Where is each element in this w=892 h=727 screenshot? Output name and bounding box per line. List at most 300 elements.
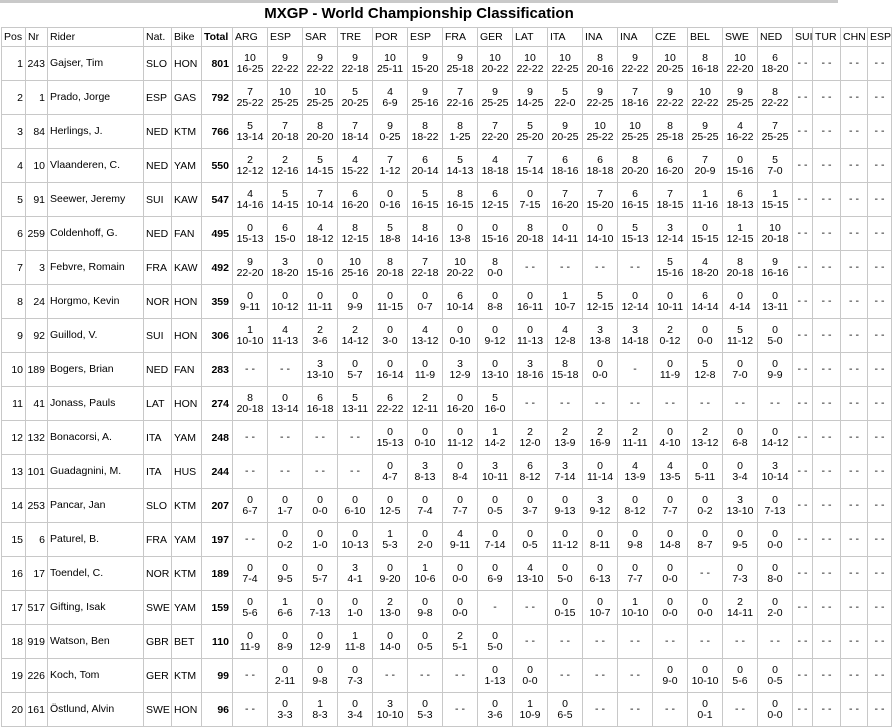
heat-scores: - - <box>595 397 605 409</box>
cell-race-result <box>233 81 268 115</box>
cell-race-result <box>841 591 868 625</box>
race-points: 0 <box>772 561 778 574</box>
race-points: 0 <box>457 493 463 506</box>
heat-scores: - - <box>797 57 808 69</box>
heat-scores: - - <box>849 397 859 409</box>
race-points: 3 <box>772 459 778 472</box>
heat-scores: 0-0 <box>662 572 678 585</box>
cell-race-result <box>688 217 723 251</box>
race-points: 1 <box>632 595 638 608</box>
heat-scores: - - <box>849 159 859 171</box>
cell-race-result <box>868 591 892 625</box>
cell-race-result <box>408 319 443 353</box>
race-points: 7 <box>247 85 253 98</box>
race-points: 4 <box>667 459 673 472</box>
race-points: 9 <box>772 255 778 268</box>
heat-scores: - - <box>874 363 885 375</box>
cell-race-result <box>548 523 583 557</box>
heat-scores: 0-1 <box>697 708 713 721</box>
cell-race-result <box>548 557 583 591</box>
cell-pos: 4 <box>2 149 26 183</box>
race-points: 0 <box>737 663 743 676</box>
cell-race-result <box>793 319 813 353</box>
race-points: 0 <box>667 357 673 370</box>
heat-scores: 5-0 <box>557 572 573 585</box>
cell-rider: Horgmo, Kevin <box>48 285 144 319</box>
cell-total: 96 <box>202 693 233 727</box>
heat-scores: 2-0 <box>767 606 783 619</box>
cell-race-result <box>793 353 813 387</box>
race-points: 2 <box>247 153 253 166</box>
cell-race-result <box>813 455 841 489</box>
cell-race-result <box>868 149 892 183</box>
cell-race-result <box>233 149 268 183</box>
heat-scores: - - <box>821 91 832 103</box>
cell-race-result <box>841 353 868 387</box>
heat-scores: 7-7 <box>627 572 643 585</box>
heat-scores: - - <box>849 227 859 239</box>
cell-race-result <box>583 285 618 319</box>
cell-race-result <box>303 251 338 285</box>
cell-race-result <box>793 149 813 183</box>
cell-race-result <box>758 47 793 81</box>
cell-race-result <box>303 523 338 557</box>
race-points: 6 <box>352 187 358 200</box>
cell-race-result <box>233 319 268 353</box>
heat-scores: - - <box>245 431 255 443</box>
heat-scores: - - <box>874 465 885 477</box>
cell-race-result <box>758 659 793 693</box>
col-header-race: ESP <box>408 28 443 47</box>
race-points: 7 <box>352 119 358 132</box>
cell-race-result <box>841 421 868 455</box>
cell-pos: 10 <box>2 353 26 387</box>
cell-number: 243 <box>26 47 48 81</box>
col-header-race: SUI <box>793 28 813 47</box>
race-points: 8 <box>632 153 638 166</box>
heat-scores: - - <box>797 431 808 443</box>
race-points: 0 <box>317 663 323 676</box>
heat-scores: 15-13 <box>376 436 404 449</box>
cell-race-result <box>338 421 373 455</box>
cell-rider: Watson, Ben <box>48 625 144 659</box>
cell-race-result <box>618 625 653 659</box>
cell-race-result <box>443 319 478 353</box>
cell-race-result <box>868 217 892 251</box>
heat-scores: 16-20 <box>341 198 369 211</box>
col-header-race: TRE <box>338 28 373 47</box>
cell-race-result <box>583 659 618 693</box>
cell-race-result <box>723 183 758 217</box>
race-points: 10 <box>664 51 676 64</box>
cell-race-result <box>618 47 653 81</box>
heat-scores: - - <box>385 669 395 681</box>
heat-scores: 18-20 <box>271 266 299 279</box>
table-row <box>2 47 892 81</box>
heat-scores: - - <box>525 261 535 273</box>
race-points: 0 <box>282 663 288 676</box>
cell-race-result <box>653 421 688 455</box>
col-header-race: ITA <box>548 28 583 47</box>
race-points: 0 <box>282 527 288 540</box>
cell-race-result <box>303 387 338 421</box>
cell-rider: Prado, Jorge <box>48 81 144 115</box>
cell-race-result <box>793 523 813 557</box>
heat-scores: 9-9 <box>347 300 363 313</box>
race-points: 7 <box>562 187 568 200</box>
cell-race-result <box>233 251 268 285</box>
cell-race-result <box>723 251 758 285</box>
cell-race-result <box>268 149 303 183</box>
cell-race-result <box>338 455 373 489</box>
cell-pos: 19 <box>2 659 26 693</box>
cell-number: 1 <box>26 81 48 115</box>
race-points: 5 <box>352 85 358 98</box>
cell-race-result <box>583 693 618 727</box>
heat-scores: - - <box>630 635 640 647</box>
cell-race-result <box>841 387 868 421</box>
cell-nation: FRA <box>144 251 172 285</box>
cell-race-result <box>408 285 443 319</box>
cell-race-result <box>338 387 373 421</box>
col-header-nr: Nr <box>26 28 48 47</box>
heat-scores: - - <box>874 227 885 239</box>
heat-scores: - - <box>821 465 832 477</box>
cell-race-result <box>688 149 723 183</box>
race-points: 0 <box>702 663 708 676</box>
cell-race-result <box>841 625 868 659</box>
race-points: 2 <box>457 629 463 642</box>
heat-scores: 22-22 <box>306 62 334 75</box>
cell-race-result <box>408 625 443 659</box>
cell-total: 99 <box>202 659 233 693</box>
cell-race-result <box>653 251 688 285</box>
cell-race-result <box>688 319 723 353</box>
cell-race-result <box>618 489 653 523</box>
heat-scores: - - <box>849 567 859 579</box>
race-points: 0 <box>737 425 743 438</box>
heat-scores: 10-7 <box>589 606 611 619</box>
heat-scores: - - <box>797 669 808 681</box>
cell-race-result <box>233 523 268 557</box>
race-points: 0 <box>492 629 498 642</box>
cell-race-result <box>813 217 841 251</box>
cell-race-result <box>513 625 548 659</box>
heat-scores: 4-14 <box>729 300 751 313</box>
heat-scores: 15-14 <box>516 164 544 177</box>
heat-scores: 20-22 <box>446 266 474 279</box>
cell-race-result <box>841 251 868 285</box>
cell-number: 84 <box>26 115 48 149</box>
cell-race-result <box>868 183 892 217</box>
cell-race-result <box>443 285 478 319</box>
race-points: 0 <box>702 595 708 608</box>
heat-scores: 0-10 <box>414 436 436 449</box>
heat-scores: - - <box>821 431 832 443</box>
cell-race-result <box>758 115 793 149</box>
race-points: 8 <box>422 221 428 234</box>
cell-nation: ITA <box>144 421 172 455</box>
heat-scores: 14-16 <box>236 198 264 211</box>
cell-race-result <box>653 319 688 353</box>
cell-race-result <box>338 523 373 557</box>
heat-scores: - - <box>735 703 745 715</box>
race-points: 9 <box>737 85 743 98</box>
heat-scores: 8-8 <box>487 300 503 313</box>
cell-total: 207 <box>202 489 233 523</box>
cell-race-result <box>841 115 868 149</box>
cell-race-result <box>868 421 892 455</box>
table-row <box>2 353 892 387</box>
heat-scores: - - <box>821 669 832 681</box>
cell-race-result <box>793 251 813 285</box>
race-points: 0 <box>247 221 253 234</box>
cell-race-result <box>513 591 548 625</box>
race-points: 8 <box>562 357 568 370</box>
cell-race-result <box>688 387 723 421</box>
race-points: 0 <box>492 493 498 506</box>
heat-scores: 12-9 <box>309 640 331 653</box>
cell-nation: SLO <box>144 47 172 81</box>
race-points: 0 <box>457 391 463 404</box>
cell-pos: 5 <box>2 183 26 217</box>
cell-race-result <box>373 557 408 591</box>
cell-number: 92 <box>26 319 48 353</box>
cell-race-result <box>841 47 868 81</box>
heat-scores: 20-18 <box>376 266 404 279</box>
cell-race-result <box>268 47 303 81</box>
cell-race-result <box>233 659 268 693</box>
cell-race-result <box>548 591 583 625</box>
cell-race-result <box>478 591 513 625</box>
heat-scores: 9-11 <box>449 538 471 551</box>
cell-race-result <box>793 217 813 251</box>
cell-race-result <box>758 625 793 659</box>
cell-race-result <box>618 557 653 591</box>
heat-scores: 25-18 <box>446 62 474 75</box>
heat-scores: 13-10 <box>481 368 509 381</box>
heat-scores: 10-13 <box>341 538 369 551</box>
cell-pos: 7 <box>2 251 26 285</box>
heat-scores: 11-12 <box>551 538 579 551</box>
race-points: 0 <box>772 323 778 336</box>
heat-scores: 0-25 <box>379 130 401 143</box>
race-points: 4 <box>317 221 323 234</box>
race-points: 0 <box>597 561 603 574</box>
heat-scores: 25-16 <box>411 96 439 109</box>
cell-race-result <box>583 625 618 659</box>
cell-race-result <box>841 183 868 217</box>
cell-race-result <box>688 625 723 659</box>
heat-scores: 10-14 <box>761 470 789 483</box>
cell-rider: Östlund, Alvin <box>48 693 144 727</box>
heat-scores: 0-7 <box>417 300 433 313</box>
heat-scores: - - <box>821 499 832 511</box>
heat-scores: 12-14 <box>656 232 684 245</box>
cell-race-result <box>408 149 443 183</box>
heat-scores: 12-15 <box>341 232 369 245</box>
heat-scores: 18-16 <box>516 368 544 381</box>
cell-race-result <box>618 387 653 421</box>
cell-race-result <box>583 47 618 81</box>
cell-race-result <box>618 659 653 693</box>
heat-scores: 16-9 <box>589 436 611 449</box>
cell-race-result <box>793 285 813 319</box>
heat-scores: - - <box>595 669 605 681</box>
race-points: 9 <box>247 255 253 268</box>
race-points: 0 <box>562 221 568 234</box>
race-points: 6 <box>597 153 603 166</box>
race-points: 1 <box>387 527 393 540</box>
race-points: 5 <box>352 391 358 404</box>
cell-rider: Gajser, Tim <box>48 47 144 81</box>
heat-scores: 10-12 <box>271 300 299 313</box>
race-points: 0 <box>527 527 533 540</box>
cell-race-result <box>618 81 653 115</box>
cell-nation: LAT <box>144 387 172 421</box>
race-points: 4 <box>632 459 638 472</box>
cell-race-result <box>303 47 338 81</box>
cell-race-result <box>868 557 892 591</box>
cell-race-result <box>373 387 408 421</box>
cell-total: 244 <box>202 455 233 489</box>
race-points: 0 <box>632 289 638 302</box>
race-points: 0 <box>352 493 358 506</box>
race-points: 0 <box>282 493 288 506</box>
cell-number: 132 <box>26 421 48 455</box>
cell-race-result <box>443 421 478 455</box>
heat-scores: - - <box>797 329 808 341</box>
race-points: 8 <box>737 255 743 268</box>
race-points: 8 <box>772 85 778 98</box>
race-points: 3 <box>632 323 638 336</box>
cell-race-result <box>233 455 268 489</box>
heat-scores: 12-8 <box>694 368 716 381</box>
cell-race-result <box>373 115 408 149</box>
cell-number: 3 <box>26 251 48 285</box>
heat-scores: 10-7 <box>554 300 576 313</box>
race-points: 4 <box>702 255 708 268</box>
race-points: 10 <box>314 85 326 98</box>
heat-scores: - - <box>874 125 885 137</box>
heat-scores: 11-9 <box>239 640 261 653</box>
cell-nation: ESP <box>144 81 172 115</box>
cell-race-result <box>841 455 868 489</box>
heat-scores: 7-7 <box>662 504 678 517</box>
cell-race-result <box>268 489 303 523</box>
cell-race-result <box>723 47 758 81</box>
heat-scores: - - <box>665 635 675 647</box>
cell-race-result <box>338 251 373 285</box>
race-points: 0 <box>562 527 568 540</box>
cell-race-result <box>268 285 303 319</box>
heat-scores: 6-6 <box>277 606 293 619</box>
cell-race-result <box>233 625 268 659</box>
cell-race-result <box>618 319 653 353</box>
cell-race-result <box>723 557 758 591</box>
heat-scores: - - <box>849 57 859 69</box>
table-row <box>2 387 892 421</box>
header-row <box>2 28 892 47</box>
race-points: 5 <box>702 357 708 370</box>
heat-scores: 3-4 <box>347 708 363 721</box>
heat-scores: 0-0 <box>697 606 713 619</box>
heat-scores: 14-18 <box>621 334 649 347</box>
heat-scores: 8-4 <box>452 470 468 483</box>
heat-scores: 7-4 <box>417 504 433 517</box>
heat-scores: 16-18 <box>691 62 719 75</box>
col-header-race: POR <box>373 28 408 47</box>
cell-race-result <box>548 217 583 251</box>
heat-scores: 8-12 <box>519 470 541 483</box>
cell-race-result <box>268 591 303 625</box>
heat-scores: 0-0 <box>592 368 608 381</box>
heat-scores: 25-16 <box>341 266 369 279</box>
race-points: 0 <box>422 357 428 370</box>
cell-number: 10 <box>26 149 48 183</box>
race-points: 5 <box>247 119 253 132</box>
race-points: 0 <box>282 561 288 574</box>
heat-scores: - - <box>560 397 570 409</box>
cell-race-result <box>841 149 868 183</box>
heat-scores: 0-5 <box>417 640 433 653</box>
heat-scores: 25-22 <box>236 96 264 109</box>
cell-race-result <box>233 353 268 387</box>
cell-nation: NOR <box>144 557 172 591</box>
heat-scores: - - <box>821 193 832 205</box>
race-points: 0 <box>702 221 708 234</box>
heat-scores: - - <box>797 261 808 273</box>
race-points: 0 <box>457 561 463 574</box>
cell-race-result <box>338 285 373 319</box>
heat-scores: 13-14 <box>236 130 264 143</box>
heat-scores: 25-22 <box>586 130 614 143</box>
cell-pos: 13 <box>2 455 26 489</box>
race-points: 0 <box>772 663 778 676</box>
heat-scores: 22-20 <box>726 62 754 75</box>
race-points: 0 <box>247 561 253 574</box>
cell-race-result <box>408 455 443 489</box>
cell-race-result <box>303 81 338 115</box>
cell-number: 161 <box>26 693 48 727</box>
cell-race-result <box>688 421 723 455</box>
cell-race-result <box>408 251 443 285</box>
cell-total: 547 <box>202 183 233 217</box>
race-points: 0 <box>632 561 638 574</box>
race-points: 0 <box>422 289 428 302</box>
cell-total: 492 <box>202 251 233 285</box>
heat-scores: 14-12 <box>341 334 369 347</box>
cell-race-result <box>338 489 373 523</box>
cell-race-result <box>868 115 892 149</box>
race-points: 5 <box>422 187 428 200</box>
heat-scores: - - <box>821 329 832 341</box>
race-points: 0 <box>422 629 428 642</box>
cell-pos: 14 <box>2 489 26 523</box>
race-points: 6 <box>667 153 673 166</box>
race-points: 0 <box>527 663 533 676</box>
cell-race-result <box>653 523 688 557</box>
heat-scores: 12-5 <box>379 504 401 517</box>
col-header-race: SAR <box>303 28 338 47</box>
race-points: 6 <box>457 289 463 302</box>
heat-scores: 16-15 <box>621 198 649 211</box>
cell-number: 517 <box>26 591 48 625</box>
heat-scores: 13-10 <box>726 504 754 517</box>
race-points: 4 <box>492 153 498 166</box>
cell-nation: NED <box>144 149 172 183</box>
cell-bike: FAN <box>172 217 202 251</box>
